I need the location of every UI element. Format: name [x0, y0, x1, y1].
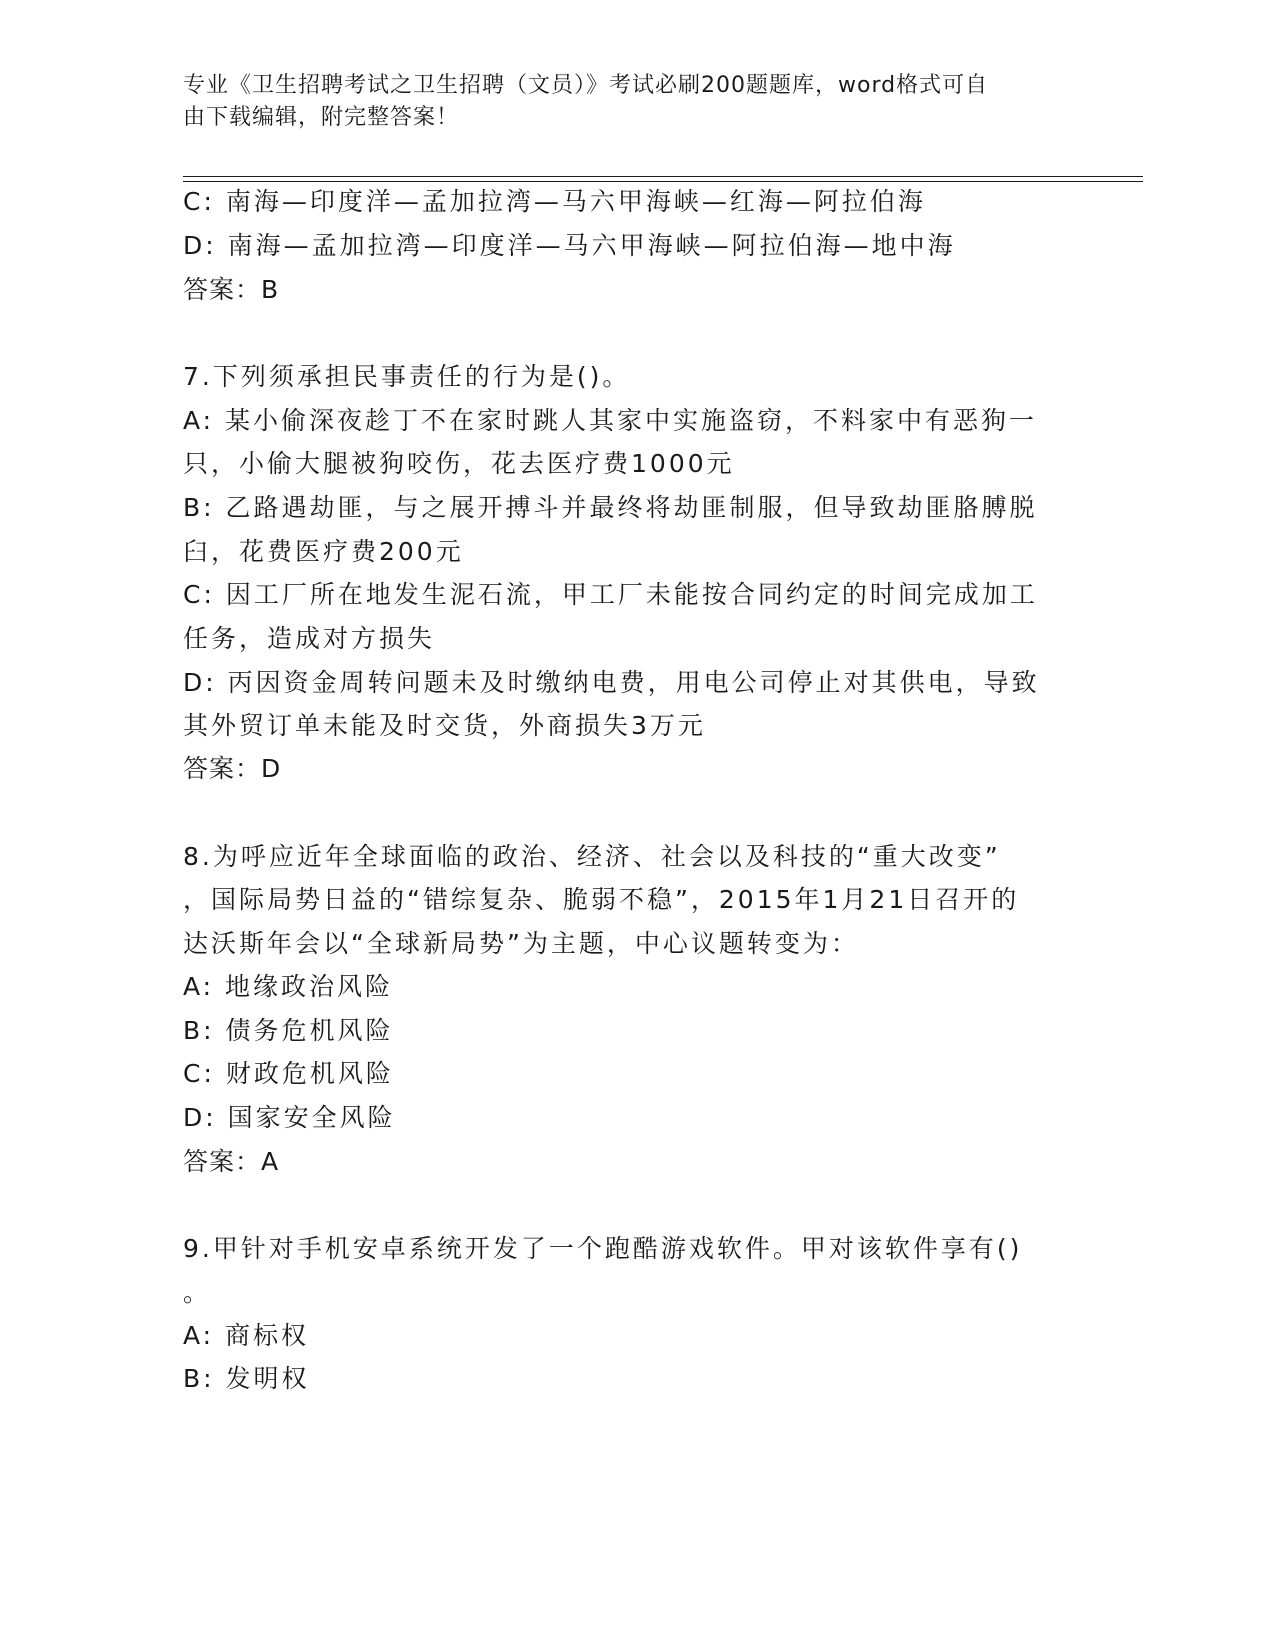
option-line: C: 财政危机风险 — [183, 1059, 394, 1088]
question-line: 达沃斯年会以“全球新局势”为主题，中心议题转变为： — [183, 929, 859, 958]
header-divider-bottom — [183, 181, 1143, 182]
option-line: 只，小偷大腿被狗咬伤，花去医疗费1000元 — [183, 449, 735, 478]
answer-line: 答案：D — [183, 754, 282, 783]
option-line: D: 南海—孟加拉湾—印度洋—马六甲海峡—阿拉伯海—地中海 — [183, 231, 956, 260]
option-line: A: 某小偷深夜趁丁不在家时跳人其家中实施盗窃，不料家中有恶狗一 — [183, 406, 1038, 435]
question-line: ，国际局势日益的“错综复杂、脆弱不稳”，2015年1月21日召开的 — [183, 885, 1020, 914]
option-line: C: 南海—印度洋—孟加拉湾—马六甲海峡—红海—阿拉伯海 — [183, 187, 926, 216]
option-line: 任务，造成对方损失 — [183, 624, 436, 653]
option-line: D: 国家安全风险 — [183, 1103, 396, 1132]
option-line: A: 商标权 — [183, 1321, 310, 1350]
header-line-2: 由下载编辑，附完整答案！ — [183, 105, 460, 130]
option-line: B: 发明权 — [183, 1364, 310, 1393]
option-line: D: 丙因资金周转问题未及时缴纳电费，用电公司停止对其供电，导致 — [183, 668, 1040, 697]
header-line-1: 专业《卫生招聘考试之卫生招聘（文员）》考试必刷200题题库，word格式可自 — [183, 73, 989, 98]
option-line: 其外贸订单未能及时交货，外商损失3万元 — [183, 711, 706, 740]
document-header — [183, 70, 1063, 134]
option-line: C: 因工厂所在地发生泥石流，甲工厂未能按合同约定的时间完成加工 — [183, 580, 1038, 609]
question-line: 8.为呼应近年全球面临的政治、经济、社会以及科技的“重大改变” — [183, 842, 1001, 871]
question-line: 7.下列须承担民事责任的行为是()。 — [183, 362, 631, 391]
question-line: 9.甲针对手机安卓系统开发了一个跑酷游戏软件。甲对该软件享有() — [183, 1234, 1023, 1263]
header-divider-top — [183, 176, 1143, 177]
option-line: A: 地缘政治风险 — [183, 972, 394, 1001]
option-line: B: 债务危机风险 — [183, 1016, 394, 1045]
answer-line: 答案：B — [183, 275, 280, 304]
answer-line: 答案：A — [183, 1147, 280, 1176]
question-line: 。 — [183, 1278, 212, 1307]
option-line: 臼，花费医疗费200元 — [183, 537, 464, 566]
option-line: B: 乙路遇劫匪，与之展开搏斗并最终将劫匪制服，但导致劫匪胳膊脱 — [183, 493, 1038, 522]
